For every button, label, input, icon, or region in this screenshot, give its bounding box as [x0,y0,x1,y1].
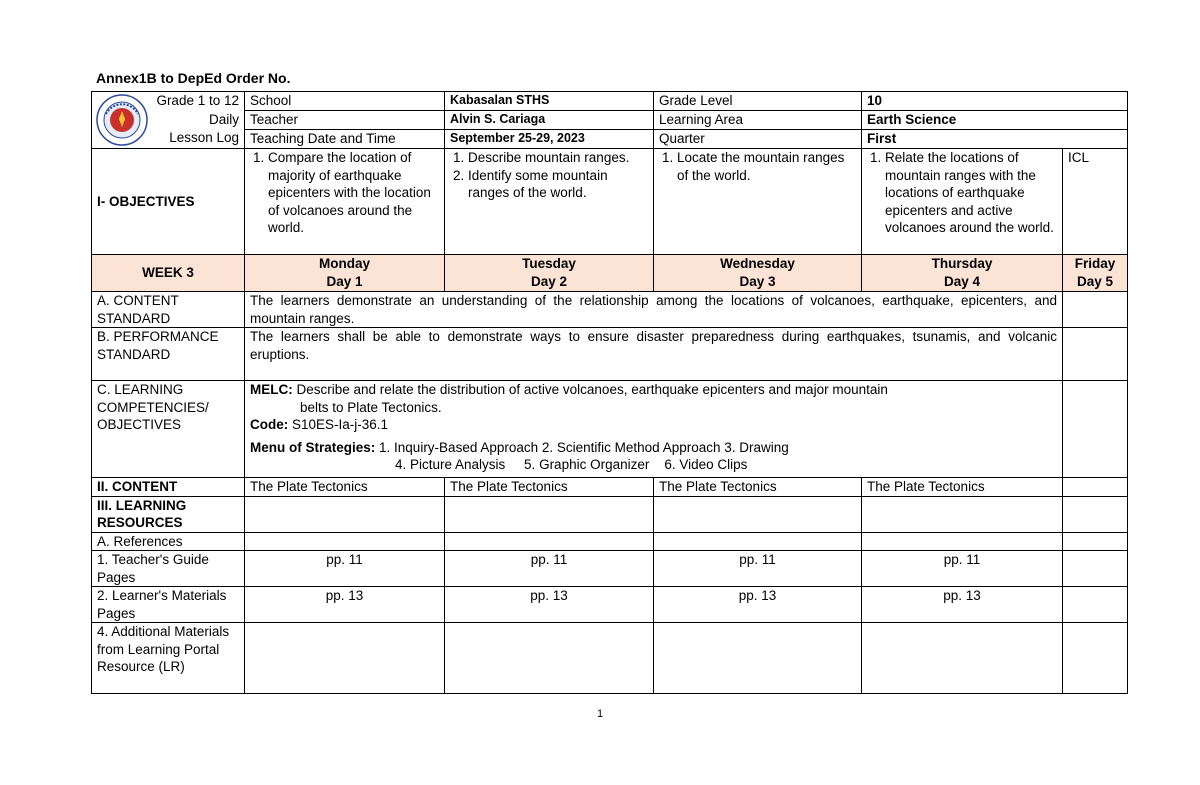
day-header-thursday [862,255,1063,292]
objective-item: 1. Describe mountain ranges. [468,149,648,167]
empty-cell [1063,292,1128,328]
empty-cell [1063,532,1128,551]
school-label: School [245,92,445,111]
objective-item: 1. Compare the location of majority of earthquake epicenters with the location of volcanoes around the world. [268,149,439,237]
page-number: 1 [596,708,604,720]
performance-standard-row [92,328,1128,381]
objective-item: 1. Locate the mountain ranges of the world. [677,149,856,184]
grade-lesson-log-cell [92,92,245,149]
objectives-friday: ICL [1063,149,1128,255]
strategies-text-continued: 4. Picture Analysis 5. Graphic Organizer 6. Video Clips [395,457,748,472]
objectives-thursday [862,149,1063,255]
code-value: S10ES-Ia-j-36.1 [292,417,389,432]
learning-area-label: Learning Area [654,111,862,130]
empty-cell [1063,587,1128,623]
references-row [92,532,1128,551]
day-number: Day 3 [739,273,776,289]
learners-materials-wednesday: pp. 13 [654,587,862,623]
empty-cell [862,623,1063,694]
competencies-content [245,381,1063,478]
content-wednesday: The Plate Tectonics [654,478,862,497]
learning-area-value: Earth Science [862,111,1128,130]
empty-cell [445,496,654,532]
day-header-tuesday [445,255,654,292]
empty-cell [654,496,862,532]
melc-line [250,381,1057,399]
melc-text: Describe and relate the distribution of active volcanoes, earthquake epicenters and major mountain [296,382,888,397]
teachers-guide-wednesday: pp. 11 [654,551,862,587]
school-value: Kabasalan STHS [445,92,654,111]
empty-cell [1063,551,1128,587]
daily-lesson-log-table [91,91,1128,694]
empty-cell [245,623,445,694]
lesson-log-label: Lesson Log [169,130,239,145]
deped-seal-icon [96,94,148,146]
empty-cell [245,532,445,551]
performance-standard-text: The learners shall be able to demonstrate ways to ensure disaster preparedness during earthquakes, tsunamis, and volcanic eruptions. [245,328,1063,381]
day-name: Wednesday [720,256,795,271]
day-header-wednesday [654,255,862,292]
day-number: Day 2 [530,273,568,289]
day-name: Tuesday [522,256,576,271]
strategies-text: 1. Inquiry-Based Approach 2. Scientific Method Approach 3. Drawing [379,439,789,455]
teacher-row [92,111,1128,130]
grade-level-value: 10 [862,92,1128,111]
code-line [250,416,1057,434]
quarter-label: Quarter [654,130,862,149]
content-standard-text: The learners demonstrate an understanding of the relationship among the locations of volcanoes, earthquake, epicenters, and mountain ranges. [245,292,1063,328]
grade-range-label: Grade 1 to 12 [156,93,239,108]
additional-materials-label: 4. Additional Materials from Learning Portal Resource (LR) [92,623,245,694]
empty-cell [1063,623,1128,694]
learners-materials-label: 2. Learner's Materials Pages [92,587,245,623]
code-label: Code: [250,417,289,432]
day-header-monday [245,255,445,292]
learners-materials-monday: pp. 13 [245,587,445,623]
day-name: Thursday [931,256,993,271]
grade-level-label: Grade Level [654,92,862,111]
day-number: Day 5 [1076,273,1114,289]
empty-cell [862,532,1063,551]
day-number: Day 1 [326,273,363,289]
daily-label: Daily [208,111,239,127]
teaching-date-label: Teaching Date and Time [245,130,445,149]
date-row [92,130,1128,149]
melc-text-continued: belts to Plate Tectonics. [300,399,442,415]
references-label: A. References [92,532,245,551]
objective-item: 2. Identify some mountain ranges of the world. [468,167,648,202]
teachers-guide-tuesday: pp. 11 [445,551,654,587]
learners-materials-tuesday: pp. 13 [445,587,654,623]
quarter-value: First [862,130,1128,149]
strategies-label: Menu of Strategies: [250,439,376,455]
competencies-row [92,381,1128,478]
learners-materials-thursday: pp. 13 [862,587,1063,623]
day-number: Day 4 [943,273,981,289]
teachers-guide-label: 1. Teacher's Guide Pages [92,551,245,587]
learning-resources-row [92,496,1128,532]
objectives-row [92,149,1128,255]
objectives-tuesday [445,149,654,255]
content-tuesday: The Plate Tectonics [445,478,654,497]
teacher-label: Teacher [245,111,445,130]
teaching-date-value: September 25-29, 2023 [445,130,654,149]
learners-materials-row [92,587,1128,623]
empty-cell [1063,381,1128,478]
empty-cell [1063,478,1128,497]
content-standard-label: A. CONTENT STANDARD [92,292,245,328]
additional-materials-row [92,623,1128,694]
day-name: Friday [1074,256,1116,271]
empty-cell [445,623,654,694]
content-thursday: The Plate Tectonics [862,478,1063,497]
empty-cell [862,496,1063,532]
week-header-row [92,255,1128,292]
page-title: Annex1B to DepEd Order No. [96,70,291,86]
objectives-monday [245,149,445,255]
content-standard-row [92,292,1128,328]
empty-cell [654,623,862,694]
day-name: Monday [318,256,370,271]
week-label: WEEK 3 [92,255,245,292]
content-monday: The Plate Tectonics [245,478,445,497]
empty-cell [445,532,654,551]
content-row [92,478,1128,497]
objectives-label: I- OBJECTIVES [92,149,245,255]
empty-cell [245,496,445,532]
empty-cell [654,532,862,551]
teacher-value: Alvin S. Cariaga [445,111,654,130]
empty-cell [1063,496,1128,532]
strategies-line [250,439,1057,457]
teachers-guide-monday: pp. 11 [245,551,445,587]
school-row [92,92,1128,111]
objective-item: 1. Relate the locations of mountain ranges with the locations of earthquake epicenters and active volcanoes around the world. [885,149,1057,237]
performance-standard-label: B. PERFORMANCE STANDARD [92,328,245,381]
teachers-guide-row [92,551,1128,587]
competencies-label: C. LEARNING COMPETENCIES/ OBJECTIVES [92,381,245,478]
melc-label: MELC: [250,382,293,397]
teachers-guide-thursday: pp. 11 [862,551,1063,587]
content-label: II. CONTENT [92,478,245,497]
empty-cell [1063,328,1128,381]
day-header-friday [1063,255,1128,292]
learning-resources-label: III. LEARNING RESOURCES [92,496,245,532]
objectives-wednesday [654,149,862,255]
